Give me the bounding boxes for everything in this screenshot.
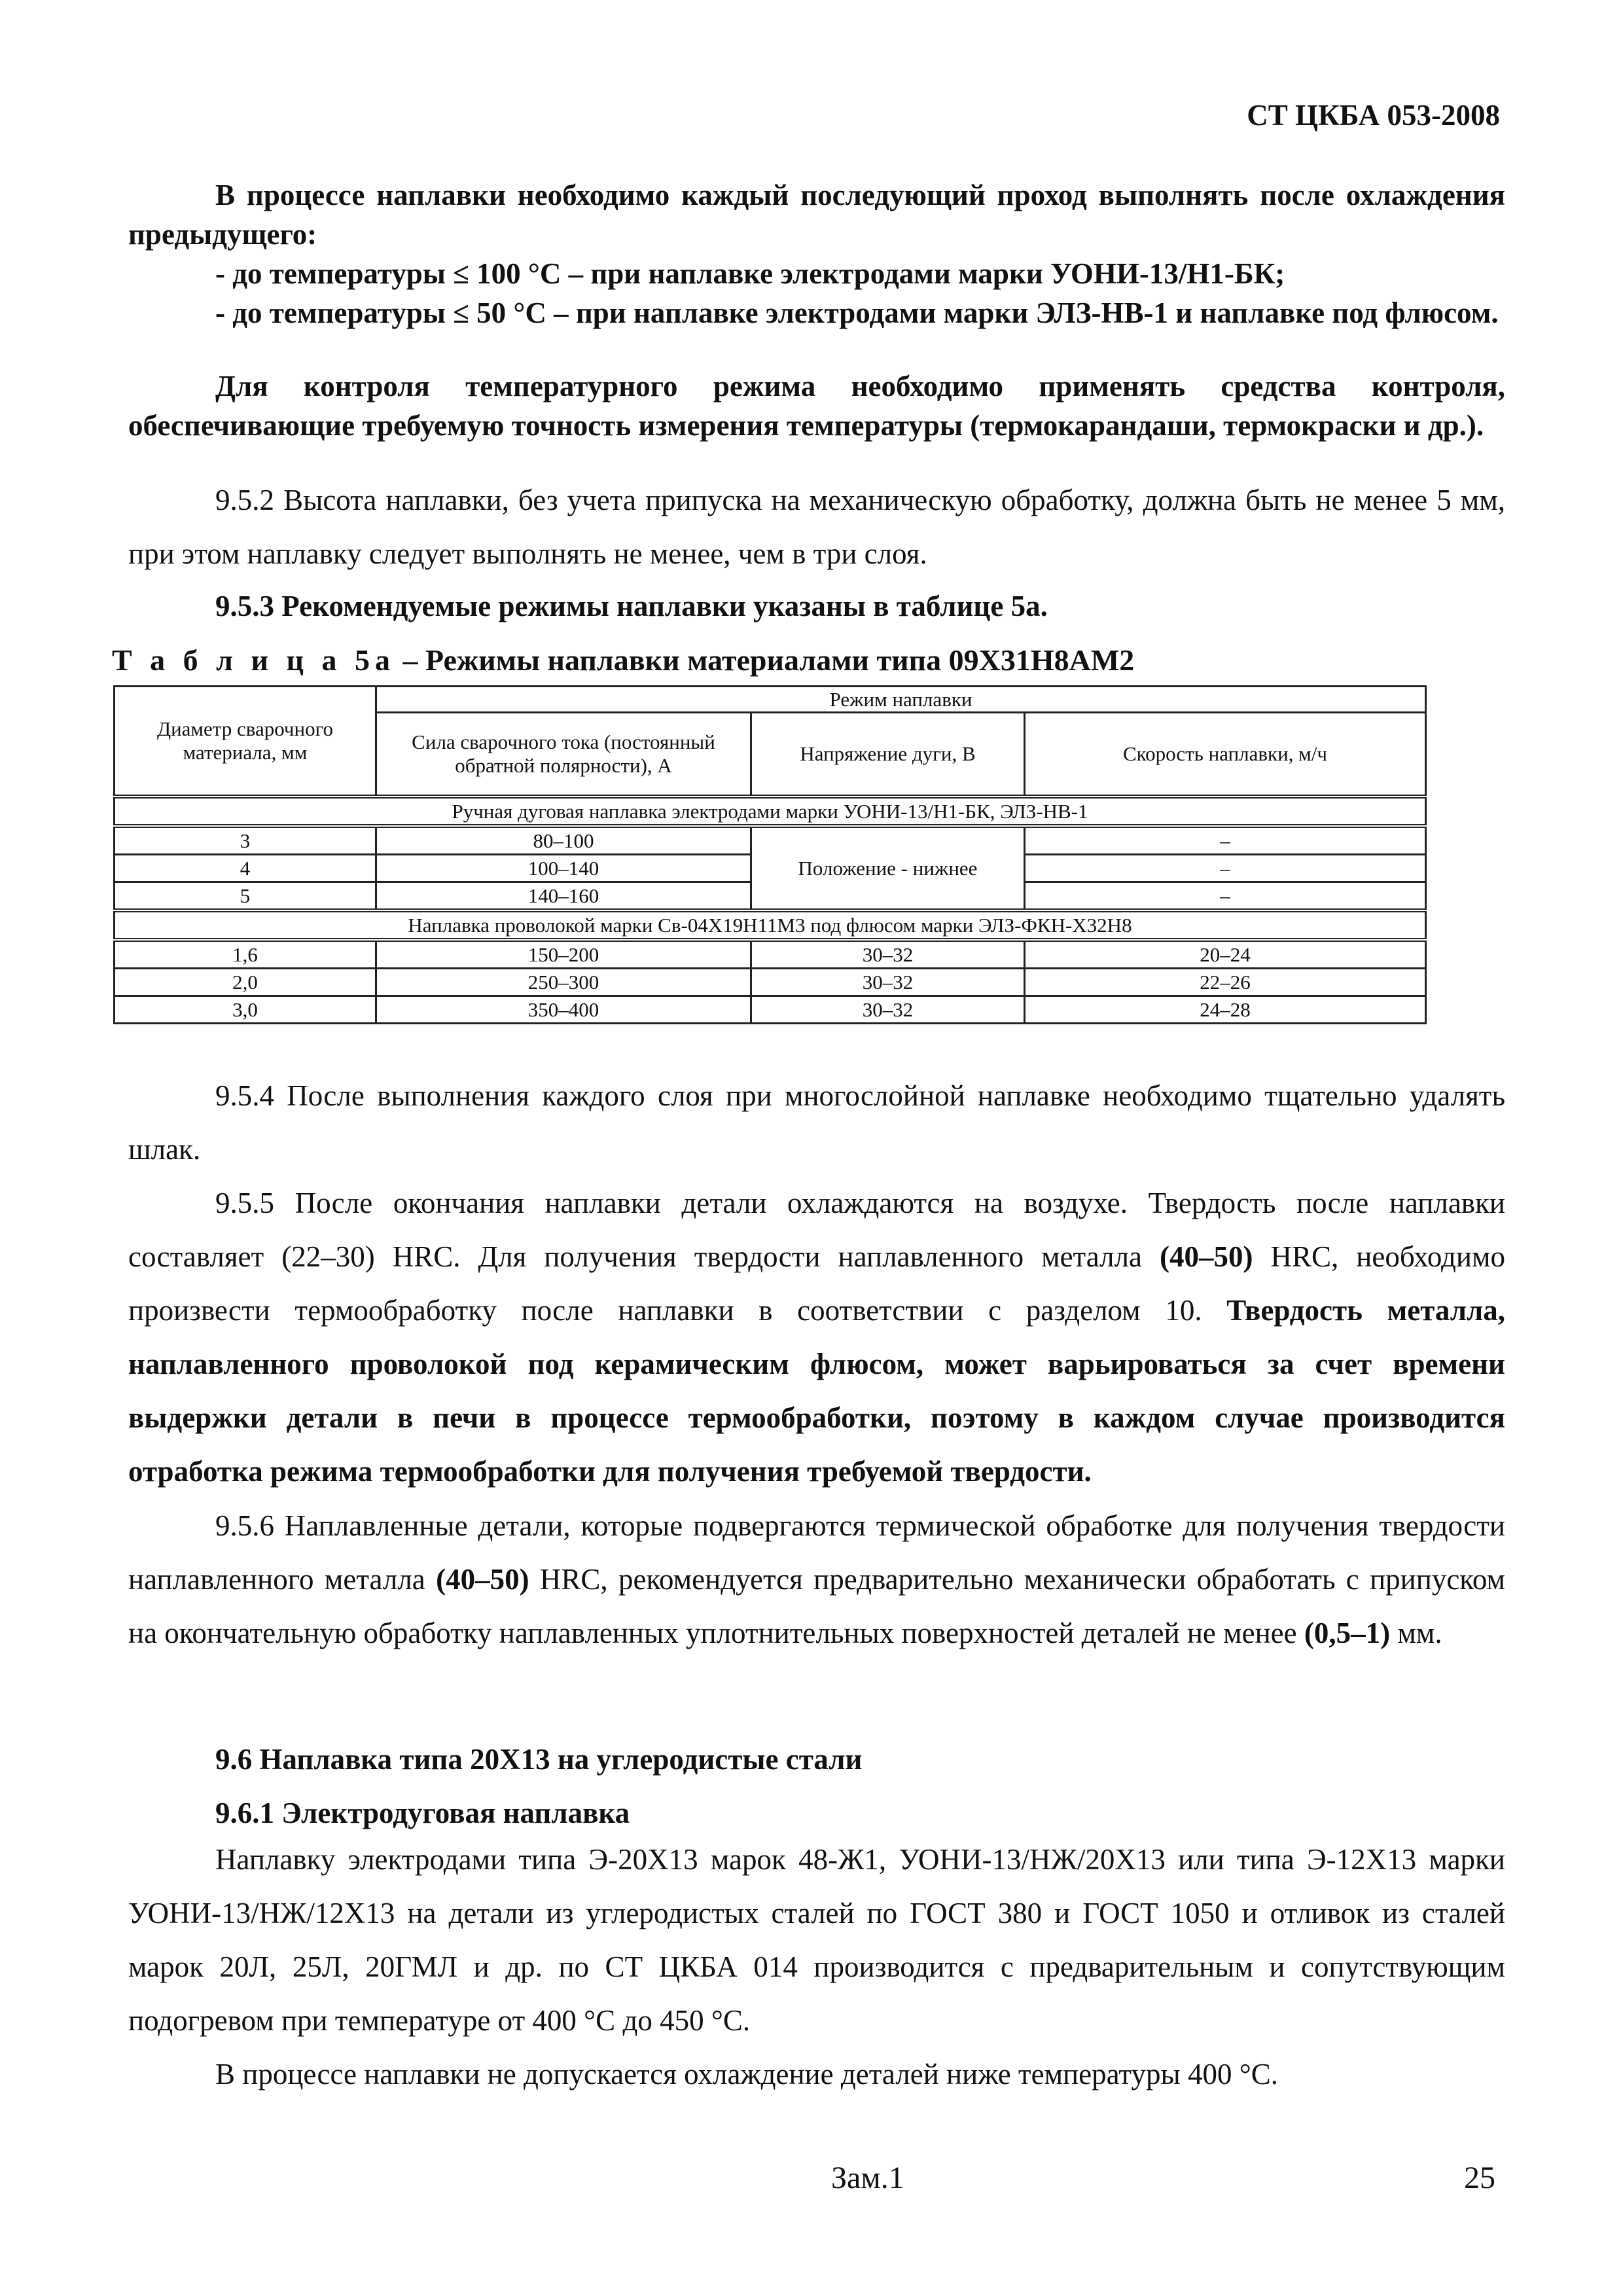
- cell-current: 350–400: [376, 996, 751, 1024]
- header-mode-group: Режим наплавки: [376, 687, 1426, 713]
- cell-diameter: 4: [115, 855, 376, 882]
- header-diameter: Диаметр сварочного материала, мм: [115, 687, 376, 797]
- cell-voltage: 30–32: [751, 969, 1025, 996]
- cell-voltage: 30–32: [751, 940, 1025, 969]
- table-row: [115, 940, 1426, 969]
- p955-text-c: HRC, необходимо произвести термообработку после наплавки в соответствии с разделом 10.: [128, 1240, 1505, 1327]
- header-speed: Скорость наплавки, м/ч: [1025, 713, 1426, 797]
- cell-position: Положение - нижнее: [751, 826, 1025, 910]
- cell-speed: –: [1025, 855, 1426, 882]
- section-manual-arc: Ручная дуговая наплавка электродами марки УОНИ-13/Н1-БК, ЭЛЗ-НВ-1: [115, 797, 1426, 826]
- p955-hardness-range: (40–50): [1160, 1240, 1253, 1273]
- p956-hardness-range: (40–50): [436, 1563, 529, 1596]
- page-number: 25: [1464, 2161, 1495, 2195]
- heading-9-6: 9.6 Наплавка типа 20Х13 на углеродистые стали: [215, 1743, 863, 1776]
- cell-voltage: 30–32: [751, 996, 1025, 1024]
- header-voltage: Напряжение дуги, В: [751, 713, 1025, 797]
- cell-speed: 24–28: [1025, 996, 1426, 1024]
- cell-diameter: 3,0: [115, 996, 376, 1024]
- table-row: [115, 826, 1426, 855]
- cell-diameter: 3: [115, 826, 376, 855]
- paragraph-9-5-3: 9.5.3 Рекомендуемые режимы наплавки указаны в таблице 5а.: [215, 590, 1048, 622]
- section-submerged-wire: Наплавка проволокой марки Св-04Х19Н11М3 под флюсом марки ЭЛЗ-ФКН-Х32Н8: [115, 910, 1426, 940]
- welding-modes-table: [113, 685, 1427, 1024]
- header-current: Сила сварочного тока (постоянный обратной полярности), А: [376, 713, 751, 797]
- change-number: Зам.1: [831, 2161, 904, 2195]
- paragraph-9-5-2: 9.5.2 Высота наплавки, без учета припуска на механическую обработку, должна быть не менее 5 мм, при этом наплавку следует выполнять не менее, чем в три слоя.: [128, 484, 1505, 570]
- p955-bold-note: Твердость металла, наплавленного проволокой под керамическим флюсом, может варьироваться за счет времени выдержки детали в печи в процессе термообработки, поэтому в каждом случае производится отработка режима термообработки для получения требуемой твердости.: [128, 1294, 1506, 1488]
- paragraph-9-5-4: 9.5.4 После выполнения каждого слоя при многослойной наплавке необходимо тщательно удалять шлак.: [128, 1079, 1505, 1166]
- document-code: СТ ЦКБА 053-2008: [1247, 99, 1500, 132]
- table-caption-prefix: Т а б л и ц а 5а: [112, 643, 395, 677]
- cell-diameter: 5: [115, 882, 376, 911]
- p956-allowance: (0,5–1): [1304, 1617, 1391, 1649]
- cell-speed: –: [1025, 826, 1426, 855]
- paragraph-cooling-item1: - до температуры ≤ 100 °С – при наплавке электродами марки УОНИ-13/Н1-БК;: [215, 257, 1285, 290]
- p956-text-c: HRC, рекомендуется предварительно механически обработать с припуском на окончательную обработку наплавленных уплотнительных поверхностей деталей не менее: [128, 1563, 1505, 1649]
- cell-speed: 22–26: [1025, 969, 1426, 996]
- paragraph-temperature-control: Для контроля температурного режима необходимо применять средства контроля, обеспечивающие требуемую точность измерения температуры (термокарандаши, термокраски и др.).: [128, 370, 1505, 442]
- cell-current: 100–140: [376, 855, 751, 882]
- paragraph-9-5-5: [128, 1176, 1505, 1498]
- cell-current: 140–160: [376, 882, 751, 911]
- cell-diameter: 1,6: [115, 940, 376, 969]
- paragraph-cooling-limit: В процессе наплавки не допускается охлаждение деталей ниже температуры 400 °С.: [215, 2058, 1278, 2090]
- table-caption: [112, 643, 1134, 677]
- table-row: [115, 969, 1426, 996]
- cell-current: 150–200: [376, 940, 751, 969]
- paragraph-9-5-6: [128, 1499, 1505, 1660]
- table-row: [115, 996, 1426, 1024]
- paragraph-cooling: В процессе наплавки необходимо каждый последующий проход выполнять после охлаждения предыдущего:: [128, 179, 1505, 251]
- p956-text-e: мм.: [1390, 1617, 1442, 1649]
- cell-speed: 20–24: [1025, 940, 1426, 969]
- cell-current: 250–300: [376, 969, 751, 996]
- table-caption-title: – Режимы наплавки материалами типа 09Х31Н8АМ2: [395, 643, 1135, 677]
- cell-speed: –: [1025, 882, 1426, 911]
- paragraph-cooling-item2: - до температуры ≤ 50 °С – при наплавке электродами марки ЭЛЗ-НВ-1 и наплавке под флюсом.: [215, 296, 1499, 329]
- cell-diameter: 2,0: [115, 969, 376, 996]
- heading-9-6-1: 9.6.1 Электродуговая наплавка: [215, 1797, 630, 1829]
- p956-text-a: 9.5.6 Наплавленные детали, которые подвергаются термической обработке для получения твердости наплавленного металла: [128, 1509, 1505, 1596]
- paragraph-9-6-1: Наплавку электродами типа Э-20Х13 марок 48-Ж1, УОНИ-13/НЖ/20Х13 или типа Э-12Х13 марки УОНИ-13/НЖ/12Х13 на детали из углеродистых сталей по ГОСТ 380 и ГОСТ 1050 и отливок из сталей марок 20Л, 25Л, 20ГМЛ и др. по СТ ЦКБА 014 производится с предварительным и сопутствующим подогревом при температуре от 400 °С до 450 °С.: [128, 1843, 1505, 2037]
- p955-text-a: 9.5.5 После окончания наплавки детали охлаждаются на воздухе. Твердость после наплавки составляет (22–30) HRC. Для получения твердости наплавленного металла: [128, 1187, 1505, 1273]
- cell-current: 80–100: [376, 826, 751, 855]
